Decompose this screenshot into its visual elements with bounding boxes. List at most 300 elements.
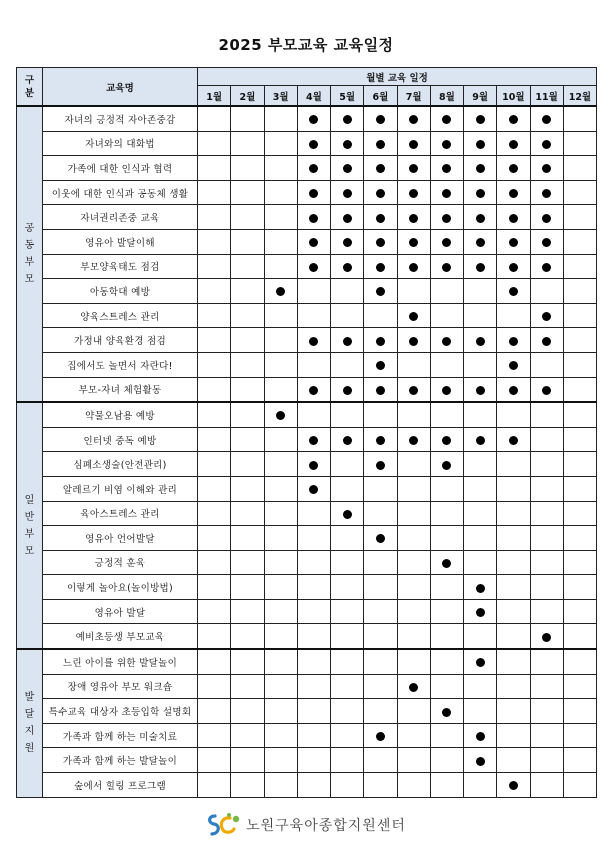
month-cell bbox=[397, 402, 430, 427]
month-cell bbox=[331, 229, 364, 254]
month-cell bbox=[231, 427, 264, 452]
scheduled-dot-icon bbox=[309, 263, 318, 272]
month-cell bbox=[231, 599, 264, 624]
course-name: 가족에 대한 인식과 협력 bbox=[43, 156, 198, 181]
month-cell bbox=[331, 649, 364, 674]
table-row bbox=[17, 501, 597, 526]
month-cell bbox=[364, 723, 397, 748]
month-cell bbox=[464, 205, 497, 230]
month-cell bbox=[530, 180, 563, 205]
scheduled-dot-icon bbox=[309, 189, 318, 198]
month-cell bbox=[464, 526, 497, 551]
month-cell bbox=[264, 427, 297, 452]
month-cell bbox=[430, 279, 463, 304]
month-cell bbox=[464, 328, 497, 353]
month-cell bbox=[231, 674, 264, 699]
scheduled-dot-icon bbox=[343, 263, 352, 272]
month-cell bbox=[198, 254, 231, 279]
table-row bbox=[17, 452, 597, 477]
month-cell bbox=[231, 649, 264, 674]
month-cell bbox=[331, 131, 364, 156]
month-cell bbox=[563, 131, 596, 156]
month-cell bbox=[530, 624, 563, 649]
scheduled-dot-icon bbox=[409, 337, 418, 346]
scheduled-dot-icon bbox=[509, 287, 518, 296]
month-cell bbox=[364, 254, 397, 279]
month-cell bbox=[497, 402, 530, 427]
scheduled-dot-icon bbox=[542, 337, 551, 346]
month-cell bbox=[331, 328, 364, 353]
scheduled-dot-icon bbox=[376, 189, 385, 198]
month-cell bbox=[198, 526, 231, 551]
month-cell bbox=[464, 550, 497, 575]
month-cell bbox=[231, 205, 264, 230]
month-cell bbox=[264, 377, 297, 402]
table-row bbox=[17, 156, 597, 181]
month-cell bbox=[264, 402, 297, 427]
month-cell bbox=[231, 476, 264, 501]
month-cell bbox=[563, 773, 596, 798]
month-cell bbox=[331, 303, 364, 328]
scheduled-dot-icon bbox=[309, 461, 318, 470]
month-cell bbox=[397, 550, 430, 575]
month-cell bbox=[397, 699, 430, 724]
month-cell bbox=[563, 699, 596, 724]
scheduled-dot-icon bbox=[376, 337, 385, 346]
month-cell bbox=[331, 427, 364, 452]
month-cell bbox=[430, 205, 463, 230]
month-cell bbox=[231, 303, 264, 328]
scheduled-dot-icon bbox=[509, 140, 518, 149]
month-cell bbox=[497, 476, 530, 501]
month-cell bbox=[397, 748, 430, 773]
month-cell bbox=[397, 773, 430, 798]
month-cell bbox=[198, 575, 231, 600]
month-cell bbox=[331, 254, 364, 279]
month-cell bbox=[464, 402, 497, 427]
month-cell bbox=[297, 205, 330, 230]
month-cell bbox=[297, 352, 330, 377]
month-cell bbox=[297, 501, 330, 526]
month-cell bbox=[397, 279, 430, 304]
month-cell bbox=[497, 229, 530, 254]
month-cell bbox=[231, 699, 264, 724]
month-cell bbox=[331, 773, 364, 798]
month-cell bbox=[497, 156, 530, 181]
scheduled-dot-icon bbox=[309, 115, 318, 124]
month-cell bbox=[397, 599, 430, 624]
month-cell bbox=[231, 452, 264, 477]
month-cell bbox=[264, 279, 297, 304]
scheduled-dot-icon bbox=[476, 238, 485, 247]
scheduled-dot-icon bbox=[542, 312, 551, 321]
table-row bbox=[17, 526, 597, 551]
month-cell bbox=[497, 352, 530, 377]
month-cell bbox=[563, 575, 596, 600]
month-cell bbox=[530, 452, 563, 477]
course-name: 이웃에 대한 인식과 공동체 생활 bbox=[43, 180, 198, 205]
month-cell bbox=[497, 452, 530, 477]
scheduled-dot-icon bbox=[542, 140, 551, 149]
month-cell bbox=[364, 476, 397, 501]
course-name: 이렇게 놀아요(놀이방법) bbox=[43, 575, 198, 600]
month-cell bbox=[563, 427, 596, 452]
month-cell bbox=[297, 427, 330, 452]
scheduled-dot-icon bbox=[542, 263, 551, 272]
month-cell bbox=[297, 526, 330, 551]
month-cell bbox=[231, 723, 264, 748]
scheduled-dot-icon bbox=[442, 214, 451, 223]
header-month-6: 6월 bbox=[364, 86, 397, 107]
month-cell bbox=[530, 748, 563, 773]
month-cell bbox=[198, 624, 231, 649]
header-month-8: 8월 bbox=[430, 86, 463, 107]
scheduled-dot-icon bbox=[442, 559, 451, 568]
scheduled-dot-icon bbox=[509, 386, 518, 395]
month-cell bbox=[464, 131, 497, 156]
header-category-label: 구분 bbox=[24, 74, 35, 99]
month-cell bbox=[464, 501, 497, 526]
scheduled-dot-icon bbox=[542, 189, 551, 198]
month-cell bbox=[497, 674, 530, 699]
month-cell bbox=[497, 303, 530, 328]
scheduled-dot-icon bbox=[409, 386, 418, 395]
month-cell bbox=[563, 254, 596, 279]
month-cell bbox=[464, 773, 497, 798]
month-cell bbox=[297, 254, 330, 279]
month-cell bbox=[530, 205, 563, 230]
table-row bbox=[17, 476, 597, 501]
scheduled-dot-icon bbox=[442, 189, 451, 198]
month-cell bbox=[397, 624, 430, 649]
header-month-11: 11월 bbox=[530, 86, 563, 107]
month-cell bbox=[331, 624, 364, 649]
month-cell bbox=[530, 352, 563, 377]
month-cell bbox=[331, 377, 364, 402]
month-cell bbox=[430, 501, 463, 526]
month-cell bbox=[364, 599, 397, 624]
month-cell bbox=[297, 699, 330, 724]
month-cell bbox=[430, 699, 463, 724]
scheduled-dot-icon bbox=[309, 337, 318, 346]
month-cell bbox=[364, 748, 397, 773]
scheduled-dot-icon bbox=[542, 115, 551, 124]
course-name: 약물오남용 예방 bbox=[43, 402, 198, 427]
month-cell bbox=[331, 279, 364, 304]
month-cell bbox=[231, 526, 264, 551]
month-cell bbox=[563, 624, 596, 649]
month-cell bbox=[464, 180, 497, 205]
category-cell bbox=[17, 649, 43, 797]
scheduled-dot-icon bbox=[442, 164, 451, 173]
month-cell bbox=[297, 476, 330, 501]
month-cell bbox=[364, 402, 397, 427]
month-cell bbox=[530, 550, 563, 575]
scheduled-dot-icon bbox=[476, 658, 485, 667]
month-cell bbox=[331, 674, 364, 699]
month-cell bbox=[397, 352, 430, 377]
scheduled-dot-icon bbox=[509, 436, 518, 445]
month-cell bbox=[430, 624, 463, 649]
month-cell bbox=[464, 106, 497, 131]
scheduled-dot-icon bbox=[476, 263, 485, 272]
month-cell bbox=[464, 575, 497, 600]
month-cell bbox=[264, 723, 297, 748]
month-cell bbox=[563, 649, 596, 674]
month-cell bbox=[297, 180, 330, 205]
scheduled-dot-icon bbox=[376, 263, 385, 272]
table-row bbox=[17, 377, 597, 402]
month-cell bbox=[397, 156, 430, 181]
header-month-3: 3월 bbox=[264, 86, 297, 107]
month-cell bbox=[198, 550, 231, 575]
month-cell bbox=[497, 328, 530, 353]
month-cell bbox=[198, 303, 231, 328]
month-cell bbox=[364, 699, 397, 724]
month-cell bbox=[397, 131, 430, 156]
scheduled-dot-icon bbox=[409, 238, 418, 247]
month-cell bbox=[331, 452, 364, 477]
month-cell bbox=[331, 402, 364, 427]
month-cell bbox=[297, 131, 330, 156]
schedule-body bbox=[17, 106, 597, 797]
month-cell bbox=[497, 649, 530, 674]
month-cell bbox=[198, 229, 231, 254]
month-cell bbox=[464, 748, 497, 773]
month-cell bbox=[397, 427, 430, 452]
course-name: 알레르기 비염 이해와 관리 bbox=[43, 476, 198, 501]
header-category bbox=[17, 68, 43, 107]
month-cell bbox=[497, 254, 530, 279]
course-name: 아동학대 예방 bbox=[43, 279, 198, 304]
month-cell bbox=[198, 748, 231, 773]
table-row bbox=[17, 550, 597, 575]
header-month-9: 9월 bbox=[464, 86, 497, 107]
month-cell bbox=[331, 748, 364, 773]
month-cell bbox=[231, 501, 264, 526]
month-cell bbox=[364, 131, 397, 156]
month-cell bbox=[497, 377, 530, 402]
month-cell bbox=[198, 377, 231, 402]
month-cell bbox=[331, 501, 364, 526]
course-name: 자녀권리존중 교육 bbox=[43, 205, 198, 230]
month-cell bbox=[397, 328, 430, 353]
scheduled-dot-icon bbox=[476, 584, 485, 593]
scheduled-dot-icon bbox=[409, 164, 418, 173]
scheduled-dot-icon bbox=[276, 411, 285, 420]
month-cell bbox=[430, 427, 463, 452]
month-cell bbox=[397, 254, 430, 279]
month-cell bbox=[464, 377, 497, 402]
scheduled-dot-icon bbox=[442, 436, 451, 445]
course-name: 예비초등생 부모교육 bbox=[43, 624, 198, 649]
table-row bbox=[17, 402, 597, 427]
scheduled-dot-icon bbox=[409, 214, 418, 223]
header-month-7: 7월 bbox=[397, 86, 430, 107]
month-cell bbox=[563, 303, 596, 328]
scheduled-dot-icon bbox=[343, 337, 352, 346]
month-cell bbox=[231, 254, 264, 279]
scheduled-dot-icon bbox=[476, 732, 485, 741]
month-cell bbox=[563, 352, 596, 377]
month-cell bbox=[297, 156, 330, 181]
scheduled-dot-icon bbox=[476, 115, 485, 124]
course-name: 인터넷 중독 예방 bbox=[43, 427, 198, 452]
month-cell bbox=[464, 352, 497, 377]
scheduled-dot-icon bbox=[509, 238, 518, 247]
month-cell bbox=[430, 156, 463, 181]
header-monthly: 월별 교육 일정 bbox=[198, 68, 597, 86]
month-cell bbox=[364, 377, 397, 402]
scheduled-dot-icon bbox=[509, 115, 518, 124]
month-cell bbox=[430, 452, 463, 477]
scheduled-dot-icon bbox=[476, 386, 485, 395]
month-cell bbox=[530, 723, 563, 748]
scheduled-dot-icon bbox=[376, 436, 385, 445]
month-cell bbox=[397, 501, 430, 526]
month-cell bbox=[198, 279, 231, 304]
month-cell bbox=[264, 649, 297, 674]
course-name: 심폐소생술(안전관리) bbox=[43, 452, 198, 477]
scheduled-dot-icon bbox=[409, 436, 418, 445]
month-cell bbox=[364, 205, 397, 230]
month-cell bbox=[198, 427, 231, 452]
month-cell bbox=[331, 550, 364, 575]
month-cell bbox=[430, 723, 463, 748]
month-cell bbox=[364, 303, 397, 328]
course-name: 영유아 언어발달 bbox=[43, 526, 198, 551]
course-name: 장애 영유아 부모 워크숍 bbox=[43, 674, 198, 699]
month-cell bbox=[430, 254, 463, 279]
month-cell bbox=[563, 402, 596, 427]
month-cell bbox=[530, 328, 563, 353]
month-cell bbox=[297, 599, 330, 624]
course-name: 양육스트레스 관리 bbox=[43, 303, 198, 328]
month-cell bbox=[497, 748, 530, 773]
month-cell bbox=[563, 599, 596, 624]
table-row bbox=[17, 279, 597, 304]
scheduled-dot-icon bbox=[442, 708, 451, 717]
month-cell bbox=[297, 106, 330, 131]
month-cell bbox=[563, 526, 596, 551]
month-cell bbox=[231, 180, 264, 205]
month-cell bbox=[397, 575, 430, 600]
month-cell bbox=[397, 180, 430, 205]
month-cell bbox=[231, 352, 264, 377]
footer bbox=[0, 812, 612, 838]
course-name: 가족과 함께 하는 미술치료 bbox=[43, 723, 198, 748]
month-cell bbox=[297, 229, 330, 254]
month-cell bbox=[198, 205, 231, 230]
month-cell bbox=[397, 723, 430, 748]
month-cell bbox=[264, 674, 297, 699]
month-cell bbox=[297, 773, 330, 798]
month-cell bbox=[430, 229, 463, 254]
month-cell bbox=[198, 452, 231, 477]
course-name: 집에서도 놀면서 자란다! bbox=[43, 352, 198, 377]
table-row bbox=[17, 599, 597, 624]
course-name: 가족과 함께 하는 발달놀이 bbox=[43, 748, 198, 773]
scheduled-dot-icon bbox=[476, 757, 485, 766]
month-cell bbox=[530, 476, 563, 501]
month-cell bbox=[264, 599, 297, 624]
month-cell bbox=[364, 501, 397, 526]
month-cell bbox=[530, 279, 563, 304]
scheduled-dot-icon bbox=[309, 140, 318, 149]
table-row bbox=[17, 699, 597, 724]
month-cell bbox=[563, 723, 596, 748]
month-cell bbox=[464, 427, 497, 452]
table-row bbox=[17, 106, 597, 131]
month-cell bbox=[297, 328, 330, 353]
course-name: 자녀와의 대화법 bbox=[43, 131, 198, 156]
month-cell bbox=[464, 279, 497, 304]
month-cell bbox=[231, 773, 264, 798]
scheduled-dot-icon bbox=[542, 633, 551, 642]
month-cell bbox=[331, 205, 364, 230]
schedule-table bbox=[16, 67, 597, 798]
month-cell bbox=[530, 303, 563, 328]
scheduled-dot-icon bbox=[409, 140, 418, 149]
month-cell bbox=[397, 229, 430, 254]
month-cell bbox=[364, 674, 397, 699]
month-cell bbox=[497, 599, 530, 624]
month-cell bbox=[530, 649, 563, 674]
month-cell bbox=[430, 748, 463, 773]
scheduled-dot-icon bbox=[376, 732, 385, 741]
month-cell bbox=[264, 526, 297, 551]
month-cell bbox=[430, 773, 463, 798]
month-cell bbox=[430, 599, 463, 624]
scheduled-dot-icon bbox=[376, 461, 385, 470]
month-cell bbox=[530, 131, 563, 156]
month-cell bbox=[497, 526, 530, 551]
month-cell bbox=[331, 352, 364, 377]
month-cell bbox=[563, 279, 596, 304]
month-cell bbox=[563, 106, 596, 131]
month-cell bbox=[397, 377, 430, 402]
table-row bbox=[17, 624, 597, 649]
scheduled-dot-icon bbox=[343, 189, 352, 198]
month-cell bbox=[497, 723, 530, 748]
header-month-4: 4월 bbox=[297, 86, 330, 107]
month-cell bbox=[264, 106, 297, 131]
month-cell bbox=[464, 254, 497, 279]
month-cell bbox=[430, 180, 463, 205]
month-cell bbox=[264, 229, 297, 254]
month-cell bbox=[198, 328, 231, 353]
month-cell bbox=[297, 748, 330, 773]
table-row bbox=[17, 328, 597, 353]
table-row bbox=[17, 205, 597, 230]
month-cell bbox=[264, 180, 297, 205]
scheduled-dot-icon bbox=[509, 781, 518, 790]
scheduled-dot-icon bbox=[542, 386, 551, 395]
category-cell bbox=[17, 402, 43, 649]
table-row bbox=[17, 254, 597, 279]
scheduled-dot-icon bbox=[509, 337, 518, 346]
course-name: 육아스트레스 관리 bbox=[43, 501, 198, 526]
month-cell bbox=[530, 773, 563, 798]
scheduled-dot-icon bbox=[309, 436, 318, 445]
month-cell bbox=[530, 674, 563, 699]
header-row-1 bbox=[17, 68, 597, 86]
table-row bbox=[17, 575, 597, 600]
month-cell bbox=[530, 156, 563, 181]
month-cell bbox=[563, 377, 596, 402]
month-cell bbox=[364, 352, 397, 377]
month-cell bbox=[530, 106, 563, 131]
